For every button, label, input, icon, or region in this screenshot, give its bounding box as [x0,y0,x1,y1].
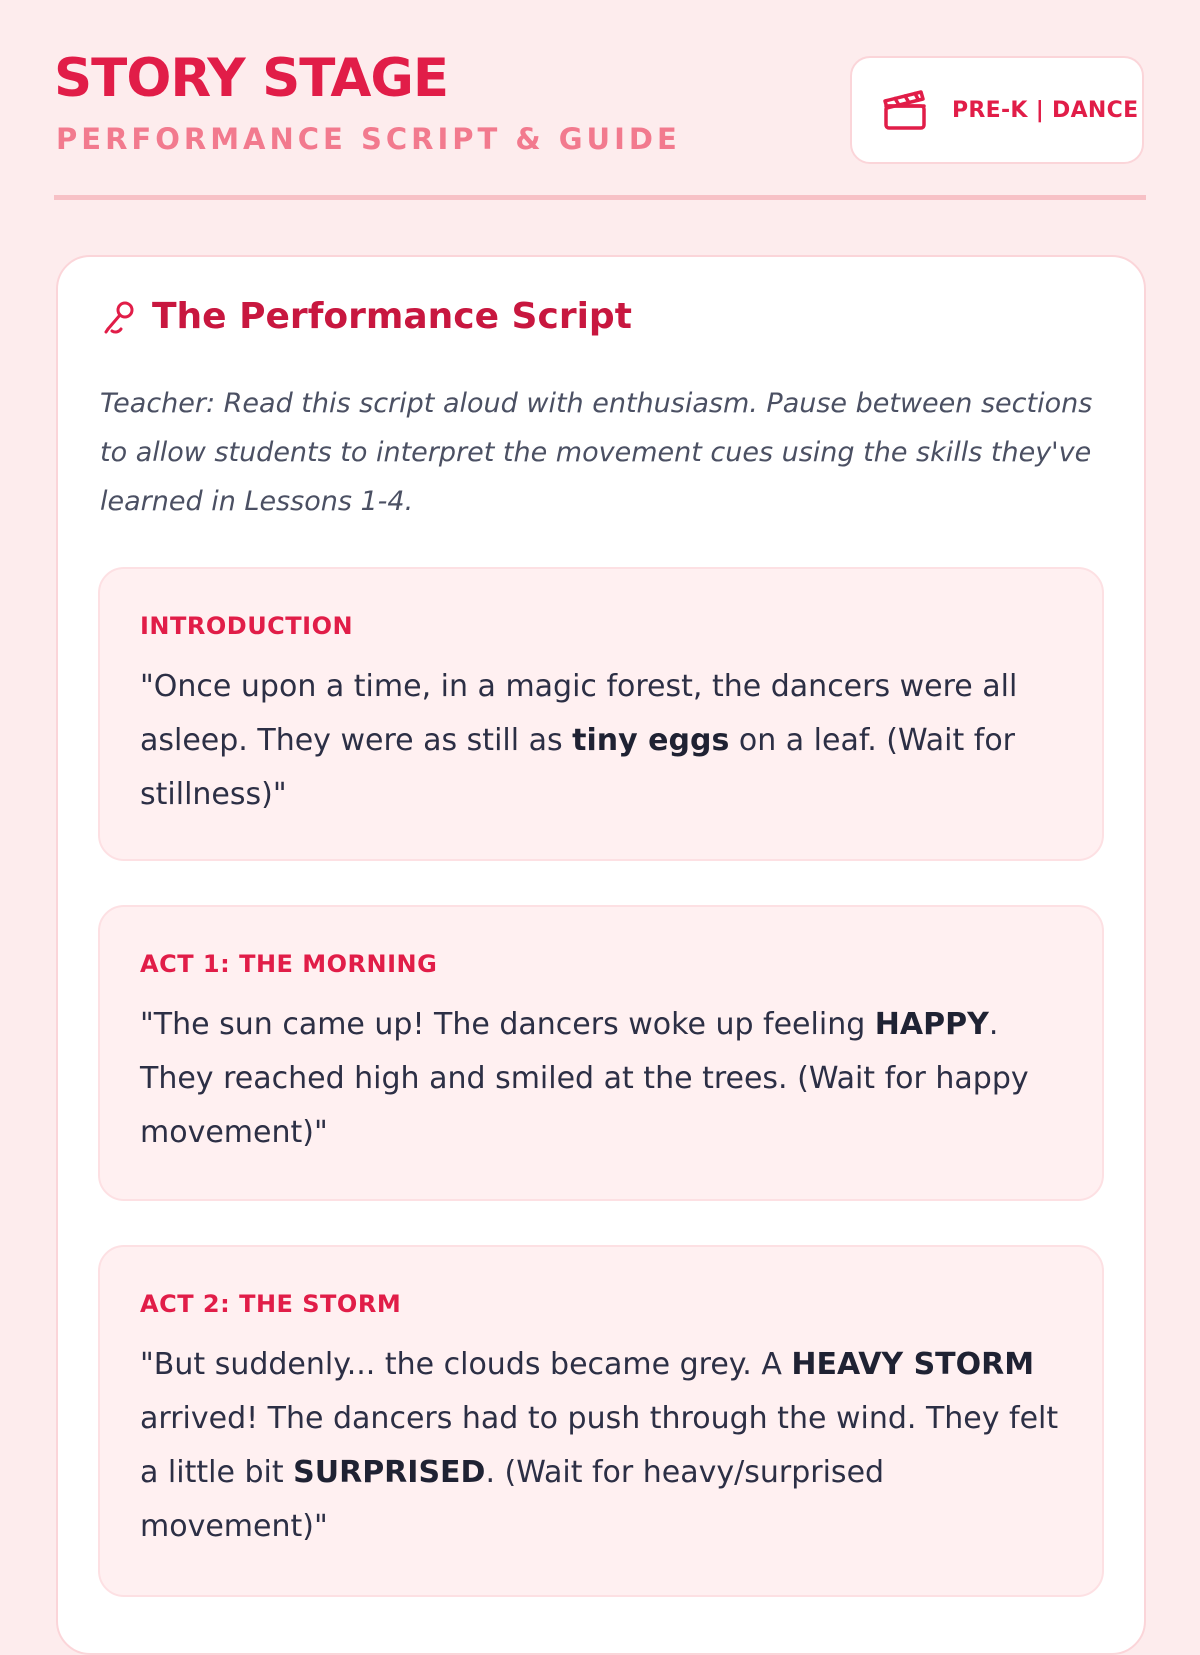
emphasis-text: tiny eggs [572,723,730,758]
emphasis-text: SURPRISED [293,1455,486,1490]
script-section-act-2 [98,1245,1104,1597]
page-subtitle: PERFORMANCE SCRIPT & GUIDE [56,122,681,156]
card-header [102,296,632,337]
section-label: ACT 2: THE STORM [140,1290,402,1318]
grade-label: PRE-K | DANCE [952,97,1139,123]
grade-badge [850,56,1144,164]
page-header [54,0,1146,200]
script-section-act-1 [98,905,1104,1201]
script-section-introduction [98,567,1104,861]
emphasis-text: HAPPY [874,1007,989,1042]
section-text: "Once upon a time, in a magic forest, the dancers were all asleep. They were as still as tiny eggs on a leaf. (Wait for stillness)" [140,669,1018,812]
performance-script-card [56,255,1146,1655]
microphone-icon [102,299,138,335]
page-title: STORY STAGE [54,48,449,109]
section-text: "The sun came up! The dancers woke up feeling HAPPY. They reached high and smiled at the trees. (Wait for happy movement)" [140,1007,1029,1150]
teacher-note: Teacher: Read this script aloud with enthusiasm. Pause between sections to allow students to interpret the movement cues using the skills they've learned in Lessons 1-4. [100,388,1093,517]
section-label: INTRODUCTION [140,612,354,640]
card-title: The Performance Script [152,296,632,337]
section-label: ACT 1: THE MORNING [140,950,438,978]
section-text: "But suddenly... the clouds became grey. A HEAVY STORM arrived! The dancers had to push through the wind. They felt a little bit SURPRISED. (Wait for heavy/surprised movement)" [140,1347,1059,1544]
emphasis-text: HEAVY STORM [791,1347,1035,1382]
clapperboard-icon [880,85,930,135]
